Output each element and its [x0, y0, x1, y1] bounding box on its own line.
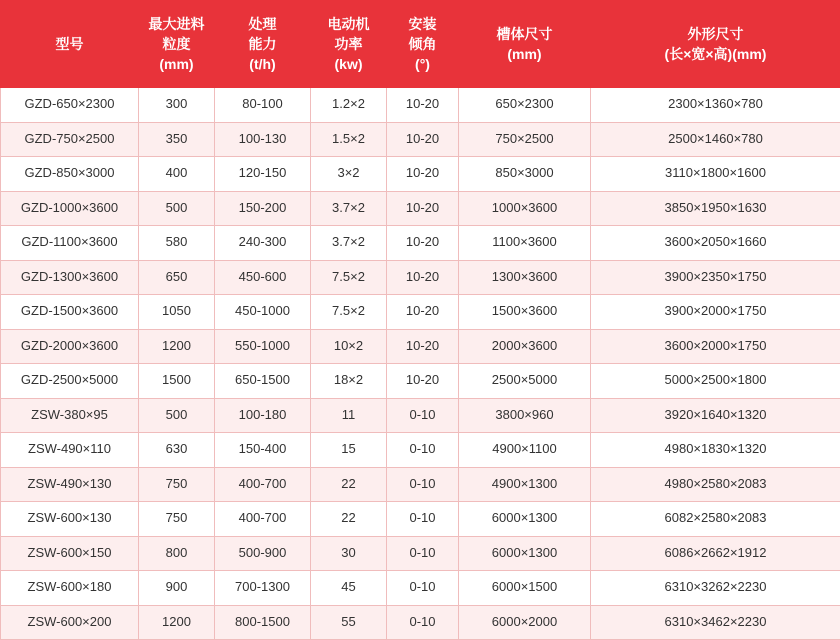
table-cell: 11 — [311, 398, 387, 433]
table-cell: 3×2 — [311, 157, 387, 192]
table-cell: 1.2×2 — [311, 88, 387, 123]
table-cell: 630 — [139, 433, 215, 468]
table-cell: 700-1300 — [215, 571, 311, 606]
column-header-line: (长×宽×高)(mm) — [593, 44, 838, 64]
model-cell: ZSW-600×150 — [1, 536, 139, 571]
column-header-line: (mm) — [461, 44, 588, 64]
model-cell: GZD-1100×3600 — [1, 226, 139, 261]
column-header-line: 粒度 — [141, 34, 212, 54]
table-cell: 3900×2000×1750 — [591, 295, 840, 330]
table-cell: 10-20 — [387, 364, 459, 399]
table-cell: 650 — [139, 260, 215, 295]
table-cell: 0-10 — [387, 398, 459, 433]
model-cell: ZSW-600×180 — [1, 571, 139, 606]
table-cell: 750 — [139, 467, 215, 502]
table-cell: 3800×960 — [459, 398, 591, 433]
table-cell: 10-20 — [387, 191, 459, 226]
table-row — [1, 398, 840, 433]
table-cell: 6086×2662×1912 — [591, 536, 840, 571]
table-cell: 450-600 — [215, 260, 311, 295]
table-cell: 120-150 — [215, 157, 311, 192]
table-cell: 0-10 — [387, 605, 459, 640]
table-cell: 500-900 — [215, 536, 311, 571]
model-cell: GZD-1500×3600 — [1, 295, 139, 330]
table-cell: 350 — [139, 122, 215, 157]
table-cell: 900 — [139, 571, 215, 606]
column-header-5 — [459, 1, 591, 88]
table-cell: 4900×1300 — [459, 467, 591, 502]
table-cell: 22 — [311, 467, 387, 502]
table-cell: 3850×1950×1630 — [591, 191, 840, 226]
table-cell: 800-1500 — [215, 605, 311, 640]
table-row — [1, 467, 840, 502]
table-cell: 150-400 — [215, 433, 311, 468]
column-header-line: 电动机 — [313, 14, 384, 34]
table-cell: 0-10 — [387, 571, 459, 606]
table-cell: 3600×2000×1750 — [591, 329, 840, 364]
table-cell: 300 — [139, 88, 215, 123]
model-cell: ZSW-490×130 — [1, 467, 139, 502]
table-header — [1, 1, 840, 88]
table-cell: 3.7×2 — [311, 226, 387, 261]
table-cell: 750 — [139, 502, 215, 537]
table-row — [1, 157, 840, 192]
table-cell: 800 — [139, 536, 215, 571]
table-cell: 3600×2050×1660 — [591, 226, 840, 261]
column-header-line: 安装 — [389, 14, 456, 34]
table-cell: 10-20 — [387, 260, 459, 295]
table-cell: 18×2 — [311, 364, 387, 399]
column-header-line: (°) — [389, 54, 456, 74]
table-cell: 3920×1640×1320 — [591, 398, 840, 433]
table-cell: 5000×2500×1800 — [591, 364, 840, 399]
table-cell: 6310×3462×2230 — [591, 605, 840, 640]
table-cell: 100-180 — [215, 398, 311, 433]
table-cell: 0-10 — [387, 433, 459, 468]
table-cell: 1500×3600 — [459, 295, 591, 330]
column-header-line: 能力 — [217, 34, 308, 54]
column-header-line: 槽体尺寸 — [461, 24, 588, 44]
column-header-line: 倾角 — [389, 34, 456, 54]
model-cell: GZD-850×3000 — [1, 157, 139, 192]
table-row — [1, 433, 840, 468]
table-cell: 7.5×2 — [311, 295, 387, 330]
table-cell: 580 — [139, 226, 215, 261]
table-cell: 10-20 — [387, 157, 459, 192]
model-cell: ZSW-600×200 — [1, 605, 139, 640]
column-header-line: (t/h) — [217, 54, 308, 74]
table-cell: 3.7×2 — [311, 191, 387, 226]
model-cell: GZD-1300×3600 — [1, 260, 139, 295]
table-row — [1, 295, 840, 330]
table-row — [1, 260, 840, 295]
table-row — [1, 571, 840, 606]
column-header-0 — [1, 1, 139, 88]
table-cell: 7.5×2 — [311, 260, 387, 295]
table-cell: 500 — [139, 398, 215, 433]
table-cell: 1200 — [139, 329, 215, 364]
table-body — [1, 88, 840, 640]
model-cell: GZD-750×2500 — [1, 122, 139, 157]
table-row — [1, 329, 840, 364]
model-cell: GZD-650×2300 — [1, 88, 139, 123]
table-cell: 45 — [311, 571, 387, 606]
table-header-row — [1, 1, 840, 88]
table-cell: 2500×5000 — [459, 364, 591, 399]
column-header-line: (mm) — [141, 54, 212, 74]
table-cell: 500 — [139, 191, 215, 226]
table-cell: 10-20 — [387, 88, 459, 123]
table-cell: 1200 — [139, 605, 215, 640]
table-cell: 0-10 — [387, 536, 459, 571]
table-cell: 3110×1800×1600 — [591, 157, 840, 192]
table-cell: 750×2500 — [459, 122, 591, 157]
column-header-4 — [387, 1, 459, 88]
column-header-line: 最大进料 — [141, 14, 212, 34]
table-cell: 1000×3600 — [459, 191, 591, 226]
table-cell: 1.5×2 — [311, 122, 387, 157]
model-cell: ZSW-490×110 — [1, 433, 139, 468]
table-row — [1, 364, 840, 399]
table-row — [1, 122, 840, 157]
table-cell: 1500 — [139, 364, 215, 399]
model-cell: ZSW-600×130 — [1, 502, 139, 537]
table-cell: 22 — [311, 502, 387, 537]
column-header-line: 处理 — [217, 14, 308, 34]
column-header-line: (kw) — [313, 54, 384, 74]
table-cell: 450-1000 — [215, 295, 311, 330]
column-header-line: 外形尺寸 — [593, 24, 838, 44]
table-row — [1, 536, 840, 571]
table-cell: 6310×3262×2230 — [591, 571, 840, 606]
table-cell: 30 — [311, 536, 387, 571]
table-cell: 400-700 — [215, 502, 311, 537]
table-cell: 400-700 — [215, 467, 311, 502]
table-cell: 10-20 — [387, 226, 459, 261]
table-cell: 6000×1300 — [459, 502, 591, 537]
table-cell: 850×3000 — [459, 157, 591, 192]
table-cell: 10×2 — [311, 329, 387, 364]
table-cell: 400 — [139, 157, 215, 192]
table-cell: 6000×2000 — [459, 605, 591, 640]
column-header-6 — [591, 1, 840, 88]
model-cell: GZD-2000×3600 — [1, 329, 139, 364]
table-cell: 15 — [311, 433, 387, 468]
table-cell: 10-20 — [387, 329, 459, 364]
table-row — [1, 88, 840, 123]
column-header-line: 型号 — [3, 34, 136, 54]
table-cell: 0-10 — [387, 502, 459, 537]
table-cell: 0-10 — [387, 467, 459, 502]
column-header-1 — [139, 1, 215, 88]
table-cell: 240-300 — [215, 226, 311, 261]
column-header-3 — [311, 1, 387, 88]
table-cell: 1050 — [139, 295, 215, 330]
table-cell: 150-200 — [215, 191, 311, 226]
model-cell: GZD-1000×3600 — [1, 191, 139, 226]
table-cell: 650-1500 — [215, 364, 311, 399]
table-cell: 2300×1360×780 — [591, 88, 840, 123]
table-cell: 4980×2580×2083 — [591, 467, 840, 502]
table-cell: 4900×1100 — [459, 433, 591, 468]
table-cell: 6000×1300 — [459, 536, 591, 571]
column-header-line: 功率 — [313, 34, 384, 54]
table-cell: 2000×3600 — [459, 329, 591, 364]
table-row — [1, 191, 840, 226]
table-cell: 1300×3600 — [459, 260, 591, 295]
table-cell: 650×2300 — [459, 88, 591, 123]
table-cell: 6000×1500 — [459, 571, 591, 606]
model-cell: ZSW-380×95 — [1, 398, 139, 433]
table-cell: 1100×3600 — [459, 226, 591, 261]
table-cell: 80-100 — [215, 88, 311, 123]
table-cell: 550-1000 — [215, 329, 311, 364]
table-cell: 10-20 — [387, 295, 459, 330]
table-cell: 2500×1460×780 — [591, 122, 840, 157]
table-row — [1, 502, 840, 537]
model-cell: GZD-2500×5000 — [1, 364, 139, 399]
table-row — [1, 605, 840, 640]
table-cell: 6082×2580×2083 — [591, 502, 840, 537]
column-header-2 — [215, 1, 311, 88]
table-row — [1, 226, 840, 261]
table-cell: 4980×1830×1320 — [591, 433, 840, 468]
table-cell: 10-20 — [387, 122, 459, 157]
table-cell: 55 — [311, 605, 387, 640]
table-cell: 100-130 — [215, 122, 311, 157]
table-cell: 3900×2350×1750 — [591, 260, 840, 295]
